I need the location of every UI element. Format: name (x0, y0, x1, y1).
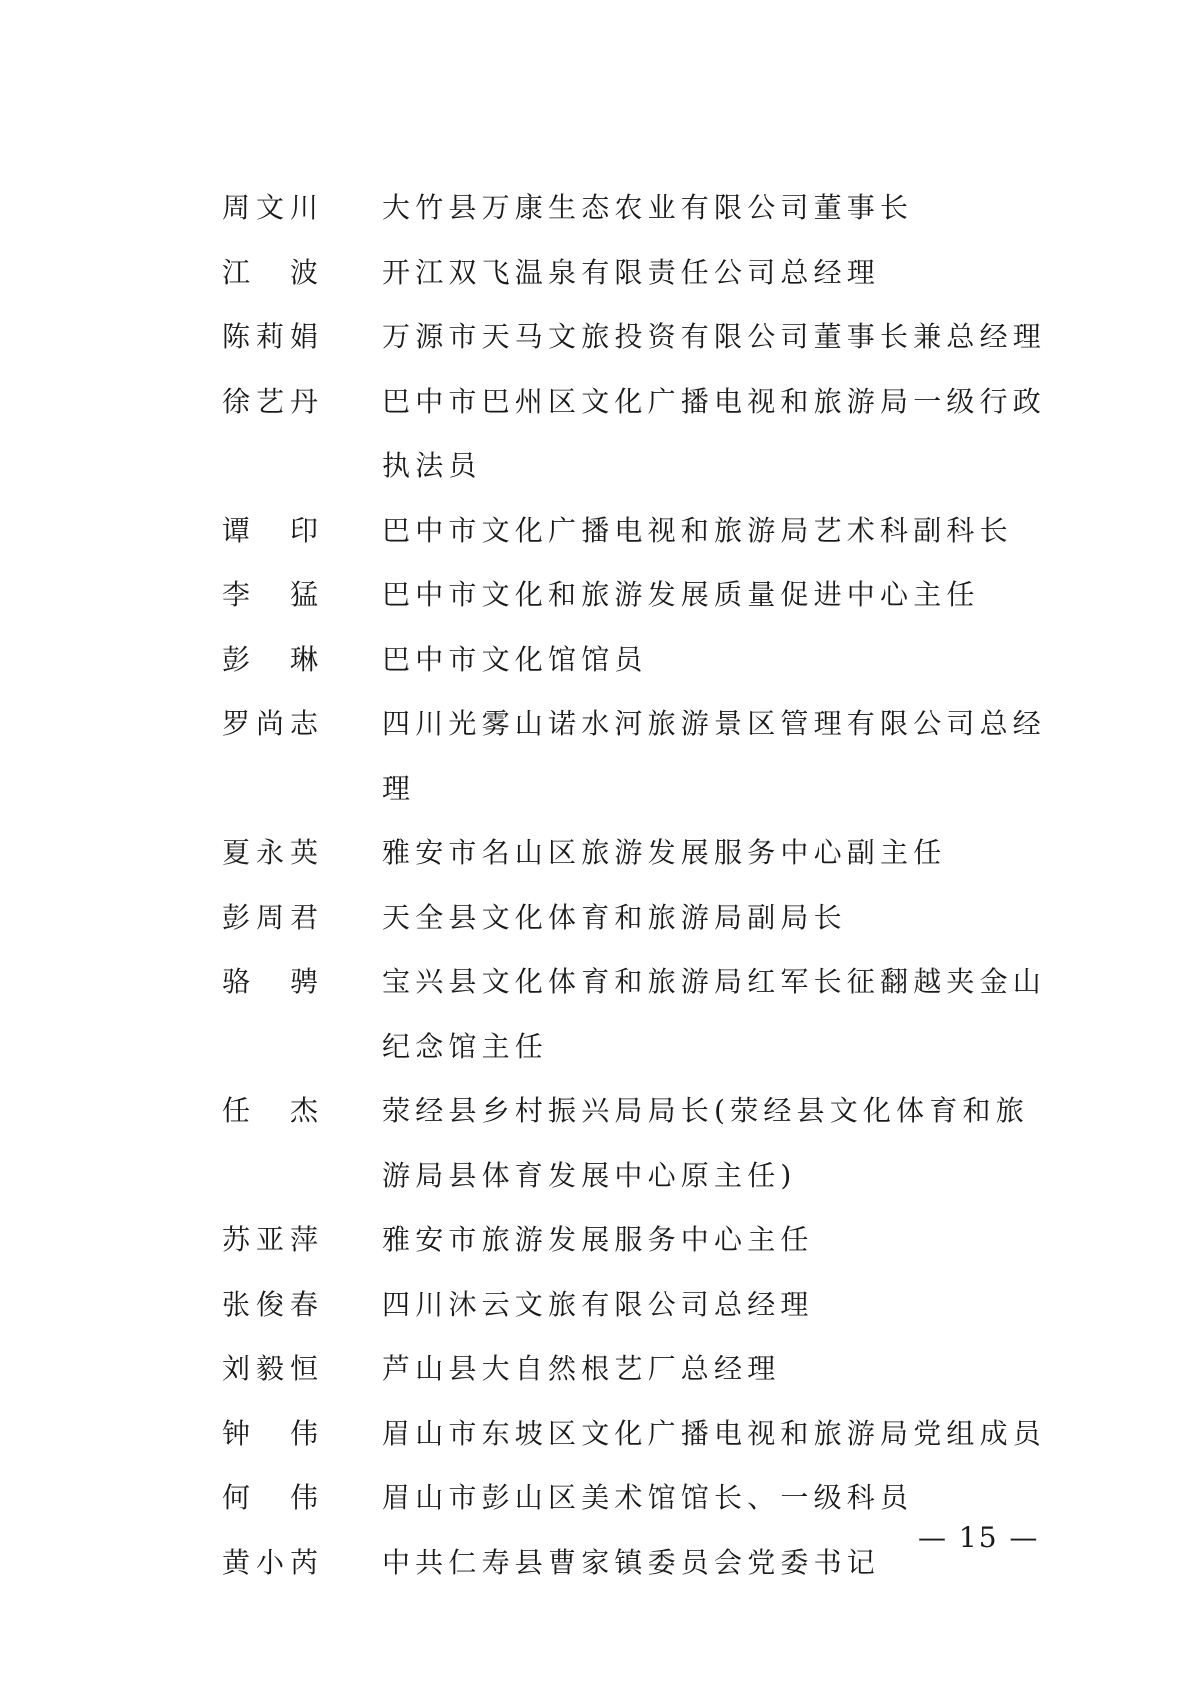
person-position: 雅安市名山区旅游发展服务中心副主任 (382, 836, 947, 869)
list-item (222, 821, 1062, 886)
person-name: 彭周君 (222, 900, 325, 934)
list-item (222, 1273, 1062, 1338)
person-position: 芦山县大自然根艺厂总经理 (382, 1352, 781, 1385)
person-name: 周文川 (222, 191, 325, 224)
person-position: 巴中市文化馆馆员 (382, 642, 648, 676)
list-item (222, 1337, 1062, 1402)
person-position: 巴中市文化和旅游发展质量促进中心主任 (382, 578, 980, 611)
person-name: 罗尚志 (222, 707, 325, 740)
person-position: 巴中市文化广播电视和旅游局艺术科副科长 (382, 513, 1013, 547)
list-item (222, 241, 1062, 306)
list-item (222, 305, 1062, 370)
person-position: 万源市天马文旅投资有限公司董事长兼总经理 (382, 320, 1047, 353)
person-position: 眉山市东坡区文化广播电视和旅游局党组成员 (382, 1416, 1047, 1450)
person-position: 中共仁寿县曹家镇委员会党委书记 (382, 1545, 881, 1579)
person-position: 大竹县万康生态农业有限公司董事长 (382, 191, 914, 224)
person-name: 刘毅恒 (222, 1352, 325, 1385)
person-name: 骆 骋 (222, 965, 325, 998)
person-position: 巴中市巴州区文化广播电视和旅游局一级行政执法员 (382, 384, 1047, 482)
list-item (222, 176, 1062, 241)
list-item (222, 886, 1062, 951)
list-item (222, 370, 1062, 499)
list-item (222, 692, 1062, 821)
person-name: 何 伟 (222, 1481, 325, 1514)
list-item (222, 950, 1062, 1079)
list-item (222, 1079, 1062, 1208)
person-position: 荥经县乡村振兴局局长(荥经县文化体育和旅游局县体育发展中心原主任) (382, 1094, 1029, 1192)
person-position: 天全县文化体育和旅游局副局长 (382, 900, 847, 934)
person-name: 李 猛 (222, 578, 325, 611)
person-name: 黄小芮 (222, 1545, 325, 1579)
list-item (222, 1208, 1062, 1273)
list-item (222, 499, 1062, 564)
person-name: 谭 印 (222, 513, 325, 547)
person-position: 雅安市旅游发展服务中心主任 (382, 1223, 814, 1256)
person-name: 彭 琳 (222, 642, 325, 676)
page-number: — 15 — (918, 1521, 1040, 1554)
person-name: 徐艺丹 (222, 384, 325, 418)
person-position: 四川光雾山诺水河旅游景区管理有限公司总经理 (382, 707, 1047, 805)
person-name: 张俊春 (222, 1287, 325, 1321)
person-name: 苏亚萍 (222, 1223, 325, 1256)
name-list (222, 176, 1062, 1595)
person-name: 钟 伟 (222, 1416, 325, 1450)
list-item (222, 628, 1062, 693)
person-name: 陈莉娟 (222, 320, 325, 353)
person-name: 江 波 (222, 255, 325, 289)
person-position: 眉山市彭山区美术馆馆长、一级科员 (382, 1481, 914, 1514)
person-name: 夏永英 (222, 836, 325, 869)
list-item (222, 1402, 1062, 1467)
person-position: 开江双飞温泉有限责任公司总经理 (382, 255, 881, 289)
person-name: 任 杰 (222, 1094, 325, 1127)
list-item (222, 563, 1062, 628)
person-position: 四川沐云文旅有限公司总经理 (382, 1287, 814, 1321)
person-position: 宝兴县文化体育和旅游局红军长征翻越夹金山纪念馆主任 (382, 965, 1047, 1063)
